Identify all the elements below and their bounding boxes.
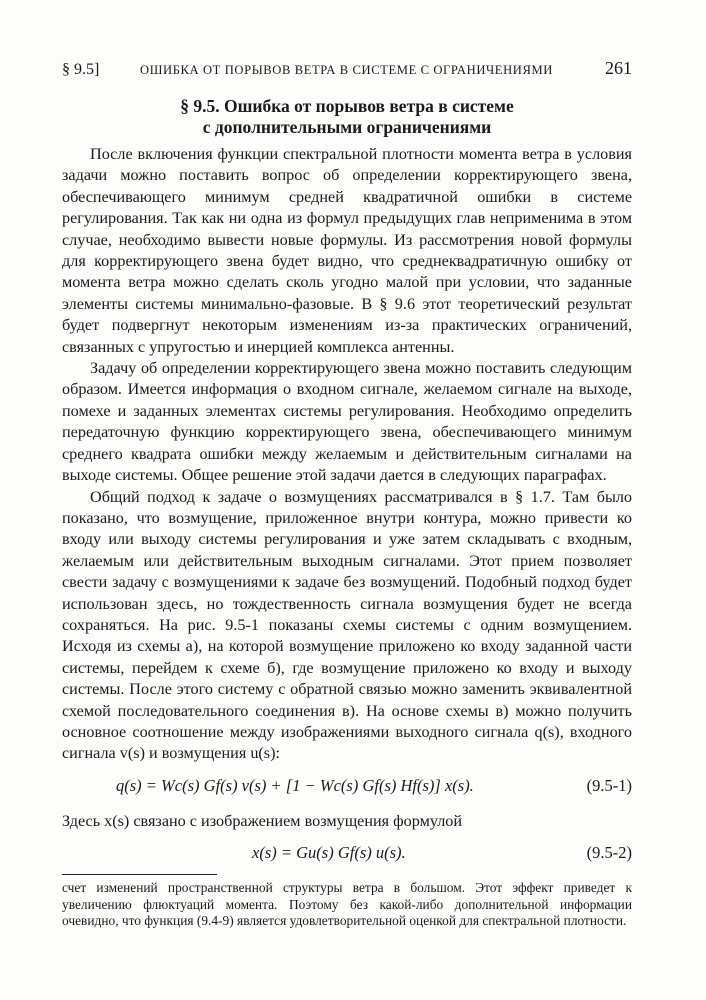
equation-9-5-2-number: (9.5-2): [586, 843, 632, 863]
body-text: [62, 144, 632, 878]
page-number: 261: [605, 58, 632, 78]
paragraph-1: После включения функции спектральной плотности момента ветра в условия задачи можно поставить вопрос об определении корректирующего звена, обеспечивающего минимум средней квадратичной ошибки в системе регулирования. Так как ни одна из формул предыдущих глав неприменима в этом случае, необходимо вывести новые формулы. Из рассмотрения новой формулы для корректирующего звена будет видно, что среднеквадратичную ошибку от момента ветра можно сделать сколь угодно малой при условии, что заданные элементы системы минимально-фазовые. В § 9.6 этот теоретический результат будет подвергнут некоторым изменениям из-за практических ограничений, связанных с упругостью и инерцией комплекса антенны.: [62, 145, 632, 356]
equation-9-5-1-expression: q(s) = Wc(s) Gf(s) v(s) + [1 − Wc(s) Gf(s) Hf(s)] x(s).: [116, 775, 474, 795]
header-section-ref: § 9.5]: [62, 61, 100, 78]
equation-9-5-1-number: (9.5-1): [586, 775, 632, 795]
equation-9-5-2-expression: x(s) = Gu(s) Gf(s) u(s).: [252, 843, 406, 863]
section-title-line-1: § 9.5. Ошибка от порывов ветра в системе: [180, 96, 514, 116]
section-title: [62, 96, 632, 138]
header-title: ОШИБКА ОТ ПОРЫВОВ ВЕТРА В СИСТЕМЕ С ОГРАНИЧЕНИЯМИ: [140, 63, 553, 77]
footnote-text: счет изменений пространственной структуры ветра в большом. Этот эффект приведет к увеличению флюктуаций момента. Поэтому без какой-либо дополнительной информации очевидно, что функция (9.4-9) является удовлетворительной оценкой для спектральной плотности.: [62, 880, 632, 929]
paragraph-3: Общий подход к задаче о возмущениях рассматривался в § 1.7. Там было показано, что возмущение, приложенное внутри контура, можно привести ко входу или выходу системы регулирования и уже затем складывать с входным, желаемым или действительным выходным сигналами. Этот прием позволяет свести задачу с возмущениями к задаче без возмущений. Подобный подход будет использован здесь, но тождественность сигнала возмущения будет не всегда сохраняться. На рис. 9.5-1 показаны схемы системы с одним возмущением. Исходя из схемы а), на которой возмущение приложено ко входу заданной части системы, перейдем к схеме б), где возмущение приложено ко входу и выходу системы. После этого систему с обратной связью можно заменить эквивалентной схемой последовательного соединения в). На основе схемы в) можно получить основное соотношение между изображениями выходного сигнала q(s), входного сигнала v(s) и возмущения u(s):: [62, 487, 632, 763]
paragraph-after-equation: Здесь x(s) связано с изображением возмущения формулой: [62, 811, 463, 830]
equation-9-5-2: [62, 842, 632, 868]
equation-9-5-1: [62, 775, 632, 801]
section-title-line-2: с дополнительными ограничениями: [202, 117, 492, 137]
footnote-rule: [62, 874, 217, 875]
running-header: [62, 58, 632, 79]
paragraph-2: Задачу об определении корректирующего звена можно поставить следующим образом. Имеется информация о входном сигнале, желаемом сигнале на выходе, помехе и заданных элементах системы регулирования. Необходимо определить передаточную функцию корректирующего звена, обеспечивающего минимум среднего квадрата ошибки между желаемым и действительным сигналами на выходе системы. Общее решение этой задачи дается в следующих параграфах.: [62, 359, 632, 485]
